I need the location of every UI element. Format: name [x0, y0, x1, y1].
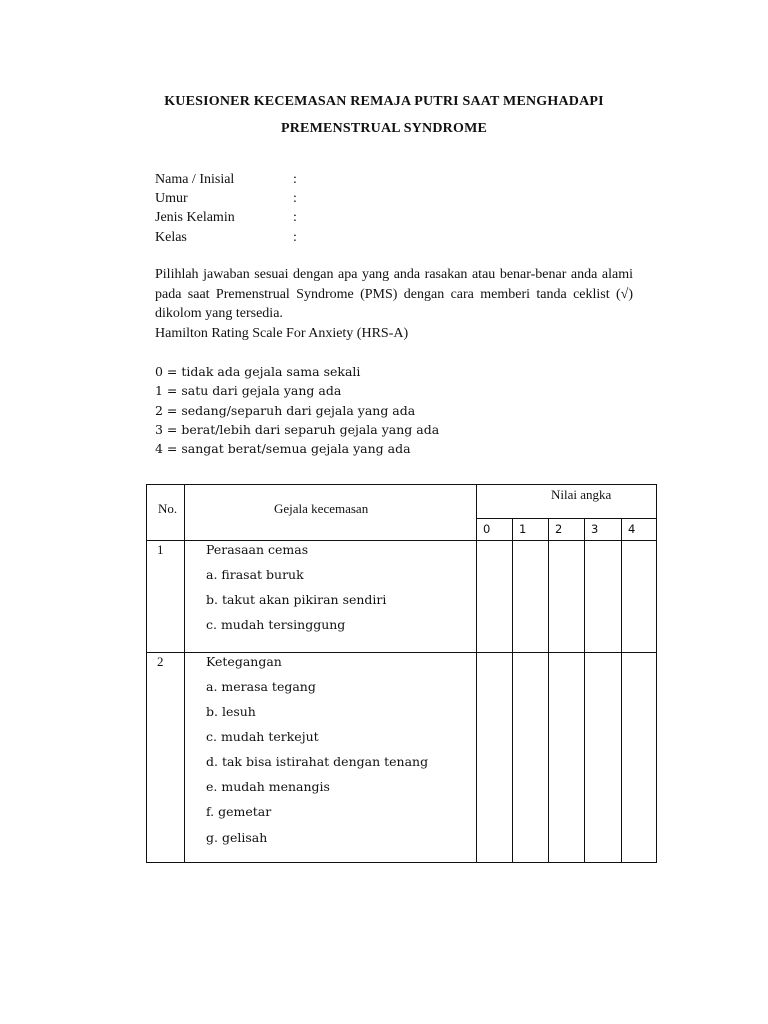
field-colon: :	[293, 172, 297, 187]
score-column-0: 0	[483, 522, 491, 536]
document-title-line-2: PREMENSTRUAL SYNDROME	[280, 121, 488, 136]
instruction-paragraph: Pilihlah jawaban sesuai dengan apa yang anda rasakan atau benar-benar anda alami pada saat Premenstrual Syndrome (PMS) dengan cara memberi tanda ceklist (√) dikolom yang tersedia.	[155, 267, 633, 321]
header-bottom-line	[146, 540, 657, 541]
column-divider-score	[512, 518, 513, 863]
symptom-heading: Ketegangan	[206, 654, 282, 669]
legend-item: 1 = satu dari gejala yang ada	[155, 383, 342, 398]
table-border-top	[146, 484, 657, 485]
score-column-4: 4	[628, 522, 636, 536]
score-column-3: 3	[591, 522, 599, 536]
column-divider-score	[621, 518, 622, 863]
legend-item: 0 = tidak ada gejala sama sekali	[155, 364, 361, 379]
field-gender	[155, 208, 555, 227]
field-label: Nama / Inisial	[155, 172, 235, 187]
row-number: 1	[157, 542, 164, 557]
symptom-item: d. tak bisa istirahat dengan tenang	[206, 754, 429, 769]
field-age	[155, 189, 555, 208]
field-colon: :	[293, 191, 297, 206]
legend-item: 4 = sangat berat/semua gejala yang ada	[155, 441, 411, 456]
legend-item: 2 = sedang/separuh dari gejala yang ada	[155, 403, 416, 418]
field-colon: :	[293, 210, 297, 225]
column-divider-symptom	[476, 484, 477, 863]
table-border-right	[656, 484, 657, 863]
column-divider-score	[584, 518, 585, 863]
legend-item: 3 = berat/lebih dari separuh gejala yang ada	[155, 422, 440, 437]
symptom-item: a. merasa tegang	[206, 679, 316, 694]
symptom-item: a. firasat buruk	[206, 567, 304, 582]
field-name	[155, 170, 555, 189]
symptom-item: b. takut akan pikiran sendiri	[206, 592, 387, 607]
document-title-line-1: KUESIONER KECEMASAN REMAJA PUTRI SAAT MENGHADAPI	[164, 94, 604, 109]
header-score: Nilai angka	[551, 487, 612, 502]
field-colon: :	[293, 230, 297, 245]
field-label: Kelas	[155, 230, 187, 245]
row-divider	[146, 652, 657, 653]
header-no: No.	[158, 501, 178, 516]
column-divider-score	[548, 518, 549, 863]
score-column-2: 2	[555, 522, 563, 536]
row-number: 2	[157, 654, 164, 669]
score-header-divider	[476, 518, 657, 519]
table-border-left	[146, 484, 147, 863]
symptom-item: c. mudah tersinggung	[206, 617, 346, 632]
symptom-item: b. lesuh	[206, 704, 256, 719]
table-border-bottom	[146, 862, 657, 863]
score-column-1: 1	[519, 522, 527, 536]
symptom-item: g. gelisah	[206, 830, 268, 845]
field-class	[155, 228, 555, 247]
scale-name: Hamilton Rating Scale For Anxiety (HRS-A)	[155, 326, 409, 341]
field-label: Umur	[155, 191, 188, 206]
field-label: Jenis Kelamin	[155, 210, 235, 225]
column-divider-no	[184, 484, 185, 863]
symptom-item: f. gemetar	[206, 804, 272, 819]
header-symptom: Gejala kecemasan	[274, 501, 369, 516]
symptom-heading: Perasaan cemas	[206, 542, 309, 557]
symptom-item: c. mudah terkejut	[206, 729, 319, 744]
symptom-item: e. mudah menangis	[206, 779, 330, 794]
